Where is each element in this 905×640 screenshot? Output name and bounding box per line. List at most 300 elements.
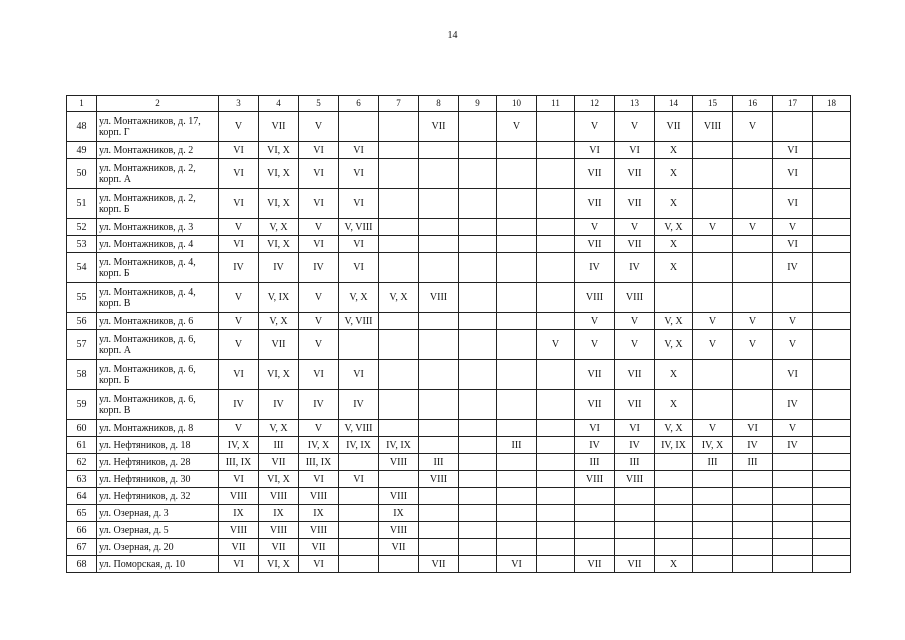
table-cell [459,159,497,189]
table-cell [537,283,575,313]
table-cell: V [693,313,733,330]
table-cell [537,420,575,437]
table-cell: VI [575,142,615,159]
table-cell [813,360,851,390]
table-cell: VI [773,189,813,219]
table-cell [497,390,537,420]
table-cell: V [299,420,339,437]
table-cell: X [655,159,693,189]
table-cell: IV, X [299,437,339,454]
table-row [67,539,851,556]
table-cell [419,313,459,330]
table-cell [379,330,419,360]
table-cell [459,471,497,488]
table-cell [497,488,537,505]
table-cell: IV [299,390,339,420]
table-cell [497,236,537,253]
table-cell: IV, X [219,437,259,454]
table-row [67,454,851,471]
header-row [67,96,851,112]
table-cell [655,488,693,505]
address-cell: ул. Монтажников, д. 2, корп. Б [97,189,219,219]
table-cell [379,236,419,253]
table-cell: V, IX [259,283,299,313]
column-header: 17 [773,96,813,112]
address-cell: ул. Монтажников, д. 4, корп. В [97,283,219,313]
table-header [67,96,851,112]
table-cell: VIII [259,522,299,539]
table-cell: IV [259,253,299,283]
table-cell [693,253,733,283]
table-cell: V [693,330,733,360]
column-header: 9 [459,96,497,112]
table-cell: VI [497,556,537,573]
address-cell: ул. Монтажников, д. 2 [97,142,219,159]
table-cell: VI, X [259,159,299,189]
table-cell: IV, IX [339,437,379,454]
table-cell [615,522,655,539]
table-cell: IV [259,390,299,420]
address-cell: ул. Монтажников, д. 4, корп. Б [97,253,219,283]
table-cell [693,556,733,573]
address-cell: ул. Озерная, д. 5 [97,522,219,539]
table-row [67,219,851,236]
table-cell [537,253,575,283]
table-cell: V [773,219,813,236]
table-cell [419,236,459,253]
table-cell: X [655,142,693,159]
table-cell: V [219,283,259,313]
table-cell [693,360,733,390]
column-header: 7 [379,96,419,112]
table-cell [733,142,773,159]
table-cell [459,556,497,573]
table-cell [693,390,733,420]
table-cell: V [575,330,615,360]
table-cell: VI [339,236,379,253]
page-number: 14 [447,30,458,41]
column-header: 14 [655,96,693,112]
table-cell [537,471,575,488]
row-number: 55 [67,283,97,313]
table-cell [693,159,733,189]
table-cell [379,360,419,390]
table-cell [813,253,851,283]
table-cell [459,142,497,159]
row-number: 51 [67,189,97,219]
address-cell: ул. Монтажников, д. 8 [97,420,219,437]
column-header: 4 [259,96,299,112]
table-cell [575,505,615,522]
table-cell: VI [219,159,259,189]
table-cell: VII [615,236,655,253]
table-cell [459,390,497,420]
row-number: 52 [67,219,97,236]
table-cell: V [219,219,259,236]
table-cell: IV [615,437,655,454]
table-cell [459,219,497,236]
table-row [67,488,851,505]
table-cell: IX [259,505,299,522]
table-cell [733,539,773,556]
table-cell: X [655,236,693,253]
table-cell [773,112,813,142]
table-row [67,556,851,573]
table-cell: V [219,420,259,437]
table-cell: V, X [259,219,299,236]
table-cell [497,159,537,189]
table-cell: VI [339,471,379,488]
table-cell [419,539,459,556]
table-cell: III [419,454,459,471]
address-cell: ул. Монтажников, д. 6, корп. Б [97,360,219,390]
row-number: 59 [67,390,97,420]
table-cell [459,330,497,360]
row-number: 67 [67,539,97,556]
table-row [67,437,851,454]
table-cell [339,556,379,573]
table-cell [379,189,419,219]
table-cell: IX [299,505,339,522]
table-cell [813,313,851,330]
table-cell: VII [259,539,299,556]
column-header: 16 [733,96,773,112]
table-row [67,471,851,488]
table-cell [459,539,497,556]
table-cell: III, IX [299,454,339,471]
table-cell: V [575,313,615,330]
table-cell [459,505,497,522]
row-number: 65 [67,505,97,522]
table-cell: VIII [219,488,259,505]
table-cell: VI [299,189,339,219]
row-number: 64 [67,488,97,505]
table-cell: VI, X [259,360,299,390]
table-cell [655,522,693,539]
table-cell: V [219,112,259,142]
table-cell [379,420,419,437]
table-cell [813,505,851,522]
row-number: 58 [67,360,97,390]
table-cell [575,488,615,505]
table-cell [537,313,575,330]
table-cell: VI [615,142,655,159]
row-number: 60 [67,420,97,437]
table-cell [537,159,575,189]
column-header: 1 [67,96,97,112]
table-row [67,313,851,330]
table-row [67,189,851,219]
column-header: 8 [419,96,459,112]
table-cell: VI [733,420,773,437]
address-cell: ул. Монтажников, д. 3 [97,219,219,236]
table-cell [773,539,813,556]
table-cell [379,390,419,420]
table-cell: IV [219,390,259,420]
table-cell [813,159,851,189]
row-number: 48 [67,112,97,142]
table-cell: IV [733,437,773,454]
table-cell: V [733,219,773,236]
table-cell: V, VIII [339,420,379,437]
table-body [67,112,851,573]
table-cell [459,437,497,454]
table-row [67,420,851,437]
table-cell: VI [575,420,615,437]
table-cell: III [259,437,299,454]
table-cell [419,488,459,505]
table-cell: VII [575,159,615,189]
table-cell: V, VIII [339,313,379,330]
table-cell: VI [339,253,379,283]
table-cell: VI [219,556,259,573]
table-cell [733,505,773,522]
address-cell: ул. Поморская, д. 10 [97,556,219,573]
table-cell: VI [219,471,259,488]
table-cell: VII [575,360,615,390]
table-cell: IV [575,437,615,454]
table-cell [459,253,497,283]
table-cell [419,159,459,189]
table-cell: VI [299,360,339,390]
table-cell [537,390,575,420]
column-header: 15 [693,96,733,112]
table-cell [537,142,575,159]
table-cell: VIII [379,488,419,505]
table-cell: VII [615,556,655,573]
table-cell: VI, X [259,189,299,219]
row-number: 54 [67,253,97,283]
table-cell: V, X [655,420,693,437]
table-cell: VIII [259,488,299,505]
table-cell: V [693,219,733,236]
table-cell: IV, IX [379,437,419,454]
table-cell [497,522,537,539]
table-cell [813,437,851,454]
table-cell: V [615,313,655,330]
table-row [67,159,851,189]
table-cell [693,505,733,522]
table-cell: VI [339,360,379,390]
row-number: 68 [67,556,97,573]
column-header: 11 [537,96,575,112]
table-cell: VII [615,390,655,420]
table-cell [813,488,851,505]
table-cell [813,236,851,253]
table-cell: VIII [299,488,339,505]
table-cell: VIII [379,454,419,471]
table-cell: VI, X [259,236,299,253]
table-cell [459,360,497,390]
table-cell [693,283,733,313]
address-cell: ул. Монтажников, д. 6 [97,313,219,330]
table-cell: VI [299,471,339,488]
address-cell: ул. Нефтяников, д. 30 [97,471,219,488]
table-cell: V [733,112,773,142]
table-cell [497,471,537,488]
table-cell [537,360,575,390]
table-cell [537,539,575,556]
table-cell [459,112,497,142]
table-cell: VII [615,189,655,219]
table-cell [339,330,379,360]
table-cell [813,112,851,142]
table-cell: VI [339,189,379,219]
table-cell: V [299,330,339,360]
table-cell [733,236,773,253]
address-cell: ул. Озерная, д. 3 [97,505,219,522]
table-cell: VII [655,112,693,142]
table-row [67,283,851,313]
table-cell: V, X [259,420,299,437]
table-cell: X [655,189,693,219]
table-cell: V, X [379,283,419,313]
table-cell: IV, IX [655,437,693,454]
table-cell [497,539,537,556]
table-cell [773,556,813,573]
table-cell: VII [379,539,419,556]
table-cell: VIII [615,471,655,488]
table-cell: III [575,454,615,471]
table-cell [733,556,773,573]
table-cell [813,539,851,556]
table-cell: VI, X [259,471,299,488]
table-cell [379,142,419,159]
table-cell: VII [575,556,615,573]
table-cell: IV [773,253,813,283]
table-cell: X [655,360,693,390]
table-cell: VIII [219,522,259,539]
table-cell [813,142,851,159]
table-cell: V, X [259,313,299,330]
row-number: 66 [67,522,97,539]
table-cell [459,313,497,330]
table-cell: VII [299,539,339,556]
table-cell: VIII [419,283,459,313]
table-cell: V [615,330,655,360]
row-number: 63 [67,471,97,488]
table-cell: IX [219,505,259,522]
table-cell [339,112,379,142]
table-cell [537,112,575,142]
table-cell: IV [773,390,813,420]
table-cell: IV [339,390,379,420]
table-cell: VIII [379,522,419,539]
table-cell: VI [299,236,339,253]
table-cell: IX [379,505,419,522]
table-cell: VII [259,330,299,360]
table-cell: VII [575,189,615,219]
row-number: 53 [67,236,97,253]
table-cell [537,437,575,454]
table-cell [497,142,537,159]
table-row [67,522,851,539]
table-cell [497,360,537,390]
table-cell: V, X [339,283,379,313]
table-cell: VII [219,539,259,556]
table-cell: VI [339,142,379,159]
table-row [67,142,851,159]
column-header: 13 [615,96,655,112]
column-header: 2 [97,96,219,112]
table-cell: VII [259,454,299,471]
table-cell [459,420,497,437]
column-header: 5 [299,96,339,112]
table-cell: IV [575,253,615,283]
table-cell: VI [299,142,339,159]
address-cell: ул. Монтажников, д. 2, корп. А [97,159,219,189]
table-cell: VI, X [259,556,299,573]
table-cell [379,313,419,330]
table-cell [537,454,575,471]
table-cell [419,253,459,283]
table-cell: III, IX [219,454,259,471]
row-number: 61 [67,437,97,454]
table-cell [693,142,733,159]
column-header: 10 [497,96,537,112]
table-cell [733,522,773,539]
table-cell: VI [773,159,813,189]
table-cell [813,189,851,219]
table-cell [379,253,419,283]
table-cell [733,283,773,313]
table-cell: VIII [419,471,459,488]
table-cell: V [615,112,655,142]
table-cell [459,283,497,313]
table-cell: V [733,313,773,330]
table-cell [615,488,655,505]
table-cell [655,454,693,471]
column-header: 18 [813,96,851,112]
table-row [67,330,851,360]
table-cell [693,539,733,556]
table-cell [339,522,379,539]
table-cell [497,505,537,522]
table-cell: VIII [615,283,655,313]
table-cell [459,189,497,219]
table-cell: IV [219,253,259,283]
table-cell: VI [773,236,813,253]
address-cell: ул. Монтажников, д. 6, корп. В [97,390,219,420]
table-cell [497,420,537,437]
table-cell: X [655,253,693,283]
table-cell [537,236,575,253]
table-cell [575,522,615,539]
table-cell [655,539,693,556]
address-cell: ул. Нефтяников, д. 18 [97,437,219,454]
table-cell: VI [219,236,259,253]
table-cell [733,488,773,505]
table-cell: X [655,556,693,573]
table-cell [537,522,575,539]
table-row [67,390,851,420]
table-cell [537,556,575,573]
table-cell [497,283,537,313]
table-cell: VI [219,189,259,219]
table-cell [339,505,379,522]
table-cell [773,505,813,522]
table-cell [813,454,851,471]
table-cell: V [299,283,339,313]
row-number: 50 [67,159,97,189]
row-number: 57 [67,330,97,360]
table-cell [497,313,537,330]
table-cell [339,454,379,471]
column-header: 12 [575,96,615,112]
table-cell [655,505,693,522]
table-cell: V [575,112,615,142]
table-cell [379,471,419,488]
